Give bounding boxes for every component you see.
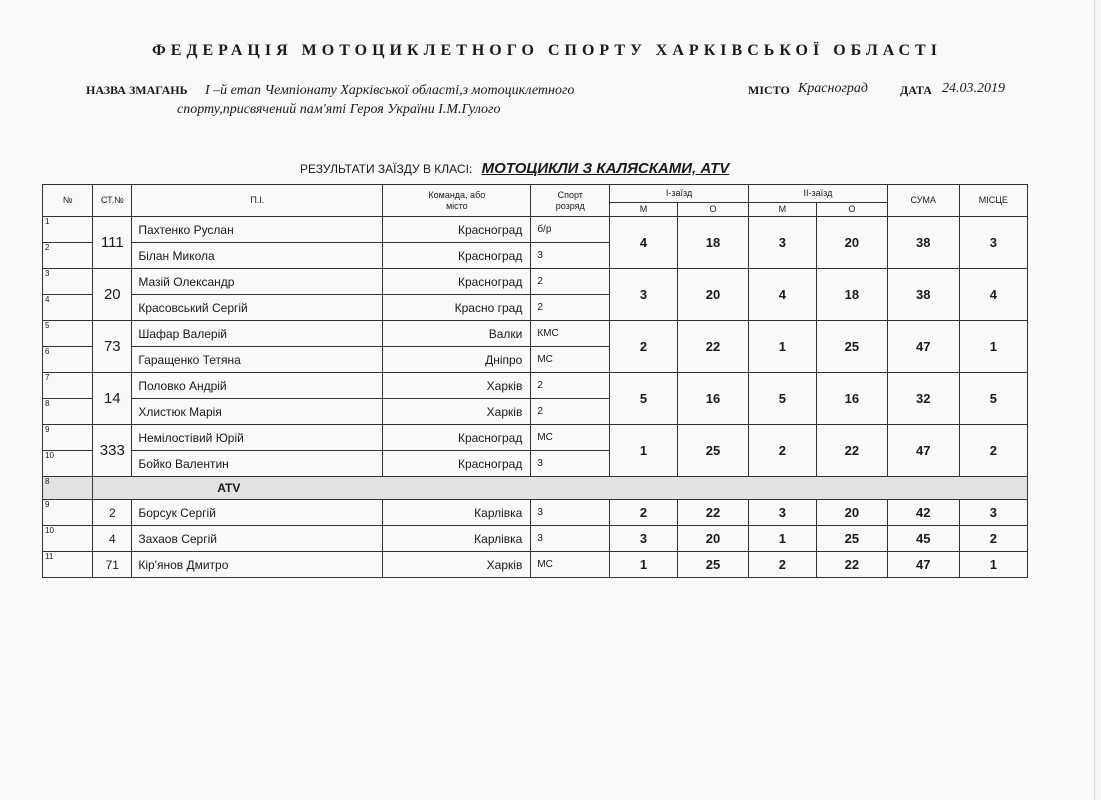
- heat-1-o: 22: [677, 321, 748, 373]
- heat-2-m: 1: [749, 321, 817, 373]
- heat-1-m: 1: [610, 552, 678, 578]
- rider-team: Карлівка: [383, 500, 531, 526]
- col-heat-1-m: М: [610, 203, 678, 217]
- row-number: 1: [43, 217, 93, 243]
- heat-1-o: 18: [677, 217, 748, 269]
- rider-team: Дніпро: [383, 347, 531, 373]
- start-number: 73: [93, 321, 132, 373]
- heat-1-m: 2: [610, 500, 678, 526]
- rider-team: Харків: [383, 399, 531, 425]
- rider-rank: 2: [531, 295, 610, 321]
- city-value: Красноград: [798, 81, 868, 96]
- heat-2-m: 5: [749, 373, 817, 425]
- rider-team: Красно град: [383, 295, 531, 321]
- place: 2: [959, 526, 1027, 552]
- row-number: 3: [43, 269, 93, 295]
- heat-2-m: 2: [749, 552, 817, 578]
- sum: 42: [887, 500, 959, 526]
- table-row: [43, 500, 1028, 526]
- table-row: [43, 552, 1028, 578]
- rider-rank: МС: [531, 347, 610, 373]
- rider-rank: 2: [531, 269, 610, 295]
- heat-2-m: 1: [749, 526, 817, 552]
- col-heat-2-m: М: [749, 203, 817, 217]
- col-heat-2: ІІ-заїзд: [749, 185, 888, 203]
- sum: 47: [887, 425, 959, 477]
- col-heat-2-o: О: [816, 203, 887, 217]
- row-number: 5: [43, 321, 93, 347]
- heat-2-o: 20: [816, 217, 887, 269]
- competition-line-2: спорту,присвячений пам'яті Героя України І.М.Гулого: [177, 102, 501, 117]
- rider-rank: 3: [531, 500, 610, 526]
- table-row: [43, 425, 1028, 451]
- rider-name: Мазій Олександр: [132, 269, 383, 295]
- rider-team: Красноград: [383, 217, 531, 243]
- heat-2-o: 25: [816, 526, 887, 552]
- rider-rank: 2: [531, 373, 610, 399]
- rider-rank: б/р: [531, 217, 610, 243]
- row-number: 7: [43, 373, 93, 399]
- place: 4: [959, 269, 1027, 321]
- rider-name: Білан Микола: [132, 243, 383, 269]
- date-label: ДАТА: [900, 83, 932, 97]
- start-number: 71: [93, 552, 132, 578]
- results-class-name: МОТОЦИКЛИ З КАЛЯСКАМИ, ATV: [481, 160, 730, 177]
- heat-1-o: 20: [677, 269, 748, 321]
- heat-2-m: 4: [749, 269, 817, 321]
- table-header-row: [43, 185, 1028, 203]
- table-row: [43, 321, 1028, 347]
- sum: 32: [887, 373, 959, 425]
- place: 1: [959, 552, 1027, 578]
- heat-2-m: 3: [749, 217, 817, 269]
- results-label: РЕЗУЛЬТАТИ ЗАЇЗДУ В КЛАСІ:: [300, 162, 473, 176]
- date-value: 24.03.2019: [942, 81, 1005, 96]
- row-number: 9: [43, 425, 93, 451]
- heat-2-o: 16: [816, 373, 887, 425]
- rider-name: Красовський Сергій: [132, 295, 383, 321]
- atv-section-row: [43, 477, 1028, 500]
- rider-name: Шафар Валерій: [132, 321, 383, 347]
- heat-1-m: 3: [610, 269, 678, 321]
- heat-1-m: 1: [610, 425, 678, 477]
- col-team: Команда, або місто: [383, 185, 531, 217]
- start-number: 20: [93, 269, 132, 321]
- sum: 38: [887, 217, 959, 269]
- heat-2-o: 20: [816, 500, 887, 526]
- col-name: П.І.: [132, 185, 383, 217]
- col-start-number: СТ.№: [93, 185, 132, 217]
- competition-label: НАЗВА ЗМАГАНЬ: [86, 83, 188, 97]
- row-number: 10: [43, 526, 93, 552]
- heat-1-m: 5: [610, 373, 678, 425]
- rider-name: Бойко Валентин: [132, 451, 383, 477]
- start-number: 4: [93, 526, 132, 552]
- rider-rank: 2: [531, 399, 610, 425]
- sum: 38: [887, 269, 959, 321]
- atv-section-label: ATV: [93, 477, 1028, 500]
- rider-rank: 3: [531, 243, 610, 269]
- col-num: №: [43, 185, 93, 217]
- rider-name: Половко Андрій: [132, 373, 383, 399]
- place: 5: [959, 373, 1027, 425]
- rider-name: Пахтенко Руслан: [132, 217, 383, 243]
- city-label: МІСТО: [748, 83, 790, 97]
- col-heat-1: І-заїзд: [610, 185, 749, 203]
- rider-team: Валки: [383, 321, 531, 347]
- col-place: МІСЦЕ: [959, 185, 1027, 217]
- results-heading: [300, 160, 729, 177]
- rider-name: Немілостівий Юрій: [132, 425, 383, 451]
- heat-2-m: 2: [749, 425, 817, 477]
- rider-team: Красноград: [383, 451, 531, 477]
- start-number: 2: [93, 500, 132, 526]
- place: 3: [959, 217, 1027, 269]
- rider-rank: МС: [531, 425, 610, 451]
- start-number: 14: [93, 373, 132, 425]
- heat-1-m: 4: [610, 217, 678, 269]
- sum: 47: [887, 321, 959, 373]
- competition-line-1: I –й етап Чемпіонату Харківської області,з мотоциклетного: [205, 83, 575, 98]
- row-number: 11: [43, 552, 93, 578]
- heat-1-o: 20: [677, 526, 748, 552]
- results-table: [42, 184, 1028, 578]
- col-rank: Спорт розряд: [531, 185, 610, 217]
- heat-1-o: 25: [677, 552, 748, 578]
- place: 2: [959, 425, 1027, 477]
- place: 3: [959, 500, 1027, 526]
- competition-name: [177, 81, 725, 119]
- federation-title: ФЕДЕРАЦІЯ МОТОЦИКЛЕТНОГО СПОРТУ ХАРКІВСЬКОЇ ОБЛАСТІ: [152, 42, 942, 59]
- sum: 47: [887, 552, 959, 578]
- rider-name: Захаов Сергій: [132, 526, 383, 552]
- heat-1-o: 25: [677, 425, 748, 477]
- sum: 45: [887, 526, 959, 552]
- row-number: 10: [43, 451, 93, 477]
- col-heat-1-o: О: [677, 203, 748, 217]
- heat-1-m: 2: [610, 321, 678, 373]
- heat-2-o: 22: [816, 425, 887, 477]
- place: 1: [959, 321, 1027, 373]
- row-number: 8: [43, 477, 93, 500]
- heat-2-m: 3: [749, 500, 817, 526]
- heat-2-o: 18: [816, 269, 887, 321]
- row-number: 9: [43, 500, 93, 526]
- rider-name: Кір'янов Дмитро: [132, 552, 383, 578]
- row-number: 8: [43, 399, 93, 425]
- row-number: 6: [43, 347, 93, 373]
- rider-name: Борсук Сергій: [132, 500, 383, 526]
- rider-rank: 3: [531, 451, 610, 477]
- rider-name: Гаращенко Тетяна: [132, 347, 383, 373]
- rider-team: Красноград: [383, 269, 531, 295]
- rider-rank: 3: [531, 526, 610, 552]
- heat-1-o: 22: [677, 500, 748, 526]
- rider-team: Карлівка: [383, 526, 531, 552]
- row-number: 2: [43, 243, 93, 269]
- table-row: [43, 269, 1028, 295]
- rider-rank: МС: [531, 552, 610, 578]
- col-sum: СУМА: [887, 185, 959, 217]
- start-number: 333: [93, 425, 132, 477]
- rider-team: Красноград: [383, 243, 531, 269]
- rider-name: Хлистюк Марія: [132, 399, 383, 425]
- rider-rank: КМС: [531, 321, 610, 347]
- start-number: 111: [93, 217, 132, 269]
- row-number: 4: [43, 295, 93, 321]
- table-row: [43, 373, 1028, 399]
- table-row: [43, 526, 1028, 552]
- rider-team: Харків: [383, 552, 531, 578]
- rider-team: Харків: [383, 373, 531, 399]
- table-row: [43, 217, 1028, 243]
- heat-1-o: 16: [677, 373, 748, 425]
- heat-2-o: 25: [816, 321, 887, 373]
- rider-team: Красноград: [383, 425, 531, 451]
- heat-2-o: 22: [816, 552, 887, 578]
- heat-1-m: 3: [610, 526, 678, 552]
